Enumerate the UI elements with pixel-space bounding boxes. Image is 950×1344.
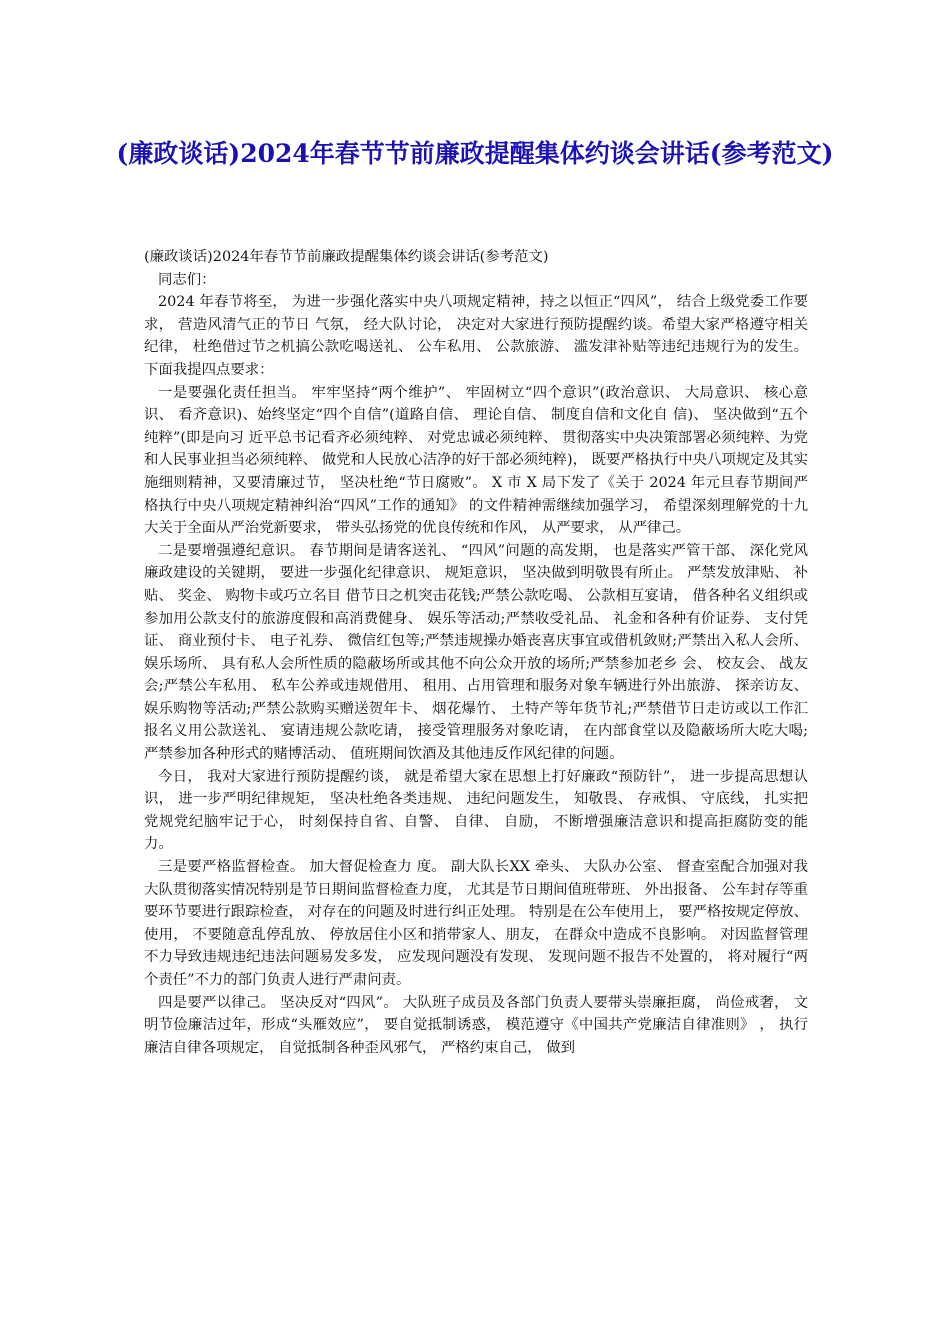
point-one-paragraph: 一是要强化责任担当。 牢牢坚持“两个维护”、 牢固树立“四个意识”(政治意识、 大局意识、 核心意识、 看齐意识)、始终坚定“四个自信”(道路自信、 理论自信、 制度自信和文化自 信)、 坚决做到“五个纯粹”(即是向习 近平总书记看齐必须纯粹、 对党忠诚必须纯粹、 贯彻落实中央决策部署必须纯粹、为党和人民事业担当必须纯粹、 做党和人民放心洁净的好干部必须纯粹)， 既要严格执行中央八项规定及其实施细则精神，又要清廉过节， 坚决杜绝“节日腐败”。 X 市 X 局下发了《关于 2024 年元旦春节期间严格执行中央八项规定精神纠治“四风”工作的通知》 的文件精神需继续加强学习， 希望深刻理解党的十九大关于全面从严治党新要求， 带头弘扬党的优良传统和作风， 从严要求， 从严律己。 [144, 384, 808, 537]
document-title: (廉政谈话)2024年春节节前廉政提醒集体约谈会讲话(参考范文) [116, 139, 834, 168]
point-two-paragraph: 二是要增强遵纪意识。 春节期间是请客送礼、 “四风”问题的高发期， 也是落实严管干部、 深化党风廉政建设的关键期， 要进一步强化纪律意识、 规矩意识， 坚决做到明敬畏有所止。 严禁发放津贴、 补贴、 奖金、 购物卡或巧立名目 借节日之机突击花钱;严禁公款吃喝、 公款相互宴请， 借各种名义组织或参加用公款支付的旅游度假和高消费健身、 娱乐等活动;严禁收受礼品、 礼金和各种有价证券、 支付凭证、 商业预付卡、 电子礼券、 微信红包等;严禁违规操办婚丧喜庆事宜或借机敛财;严禁出入私人会所、 娱乐场所、 具有私人会所性质的隐蔽场所或其他不向公众开放的场所;严禁参加老乡 会、 校友会、 战友会;严禁公车私用、 私车公养或违规借用、 租用、占用管理和服务对象车辆进行外出旅游、 探亲访友、 娱乐购物等活动;严禁公款购买赠送贺年卡、 烟花爆竹、 土特产等年货节礼;严禁借节日走访或以工作汇报名义用公款送礼、 宴请违规公款吃请， 接受管理服务对象吃请， 在内部食堂以及隐蔽场所大吃大喝;严禁参加各种形式的赌博活动、 值班期间饮酒及其他违反作风纪律的问题。 [144, 542, 808, 763]
reminder-paragraph: 今日， 我对大家进行预防提醒约谈， 就是希望大家在思想上打好廉政“预防针”， 进一步提高思想认识， 进一步严明纪律规矩， 坚决杜绝各类违规、 违纪问题发生， 知敬畏、 存戒惧、 守底线， 扎实把党规党纪脑牢记于心， 时刻保持自省、自警、 自律、 自励， 不断增强廉洁意识和提高拒腐防变的能力。 [144, 768, 808, 853]
point-four-paragraph: 四是要严以律己。 坚决反对“四风”。 大队班子成员及各部门负责人要带头崇廉拒腐， 尚俭戒奢， 文明节俭廉洁过年，形成“头雁效应”， 要自觉抵制诱惑， 模范遵守《中国共产党廉洁自律准则》 ， 执行廉洁自律各项规定， 自觉抵制各种歪风邪气， 严格约束自己， 做到 [144, 994, 808, 1056]
subtitle-line: (廉政谈话)2024年春节节前廉政提醒集体约谈会讲话(参考范文) [144, 249, 549, 265]
salutation: 同志们： [158, 271, 216, 288]
point-three-paragraph: 三是要严格监督检查。 加大督促检查力 度。 副大队长XX 牵头、 大队办公室、 督查室配合加强对我大队贯彻落实情况特别是节日期间监督检查力度， 尤其是节日期间值班带班、 外出报备、 公车封存等重要环节要进行跟踪检查， 对存在的问题及时进行纠正处理。 特别是在公车使用上， 要严格按规定停放、 使用， 不要随意乱停乱放、 停放居住小区和捎带家人、朋友， 在群众中造成不良影响。 对因监督管理不力导致违规违纪违法问题易发多发， 应发现问题没有发现、 发现问题不报告不处置的， 将对履行“两个责任”不力的部门负责人进行严肃问责。 [144, 859, 808, 988]
intro-paragraph: 2024 年春节将至， 为进一步强化落实中央八项规定精神，持之以恒正“四风”， 结合上级党委工作要求， 营造风清气正的节日 气氛， 经大队讨论， 决定对大家进行预防提醒约谈。希望大家严格遵守相关纪律， 杜绝借过节之机搞公款吃喝送礼、 公车私用、 公款旅游、 滥发津补贴等违纪违规行为的发生。 下面我提四点要求： [144, 294, 808, 378]
document-body [144, 246, 808, 1059]
